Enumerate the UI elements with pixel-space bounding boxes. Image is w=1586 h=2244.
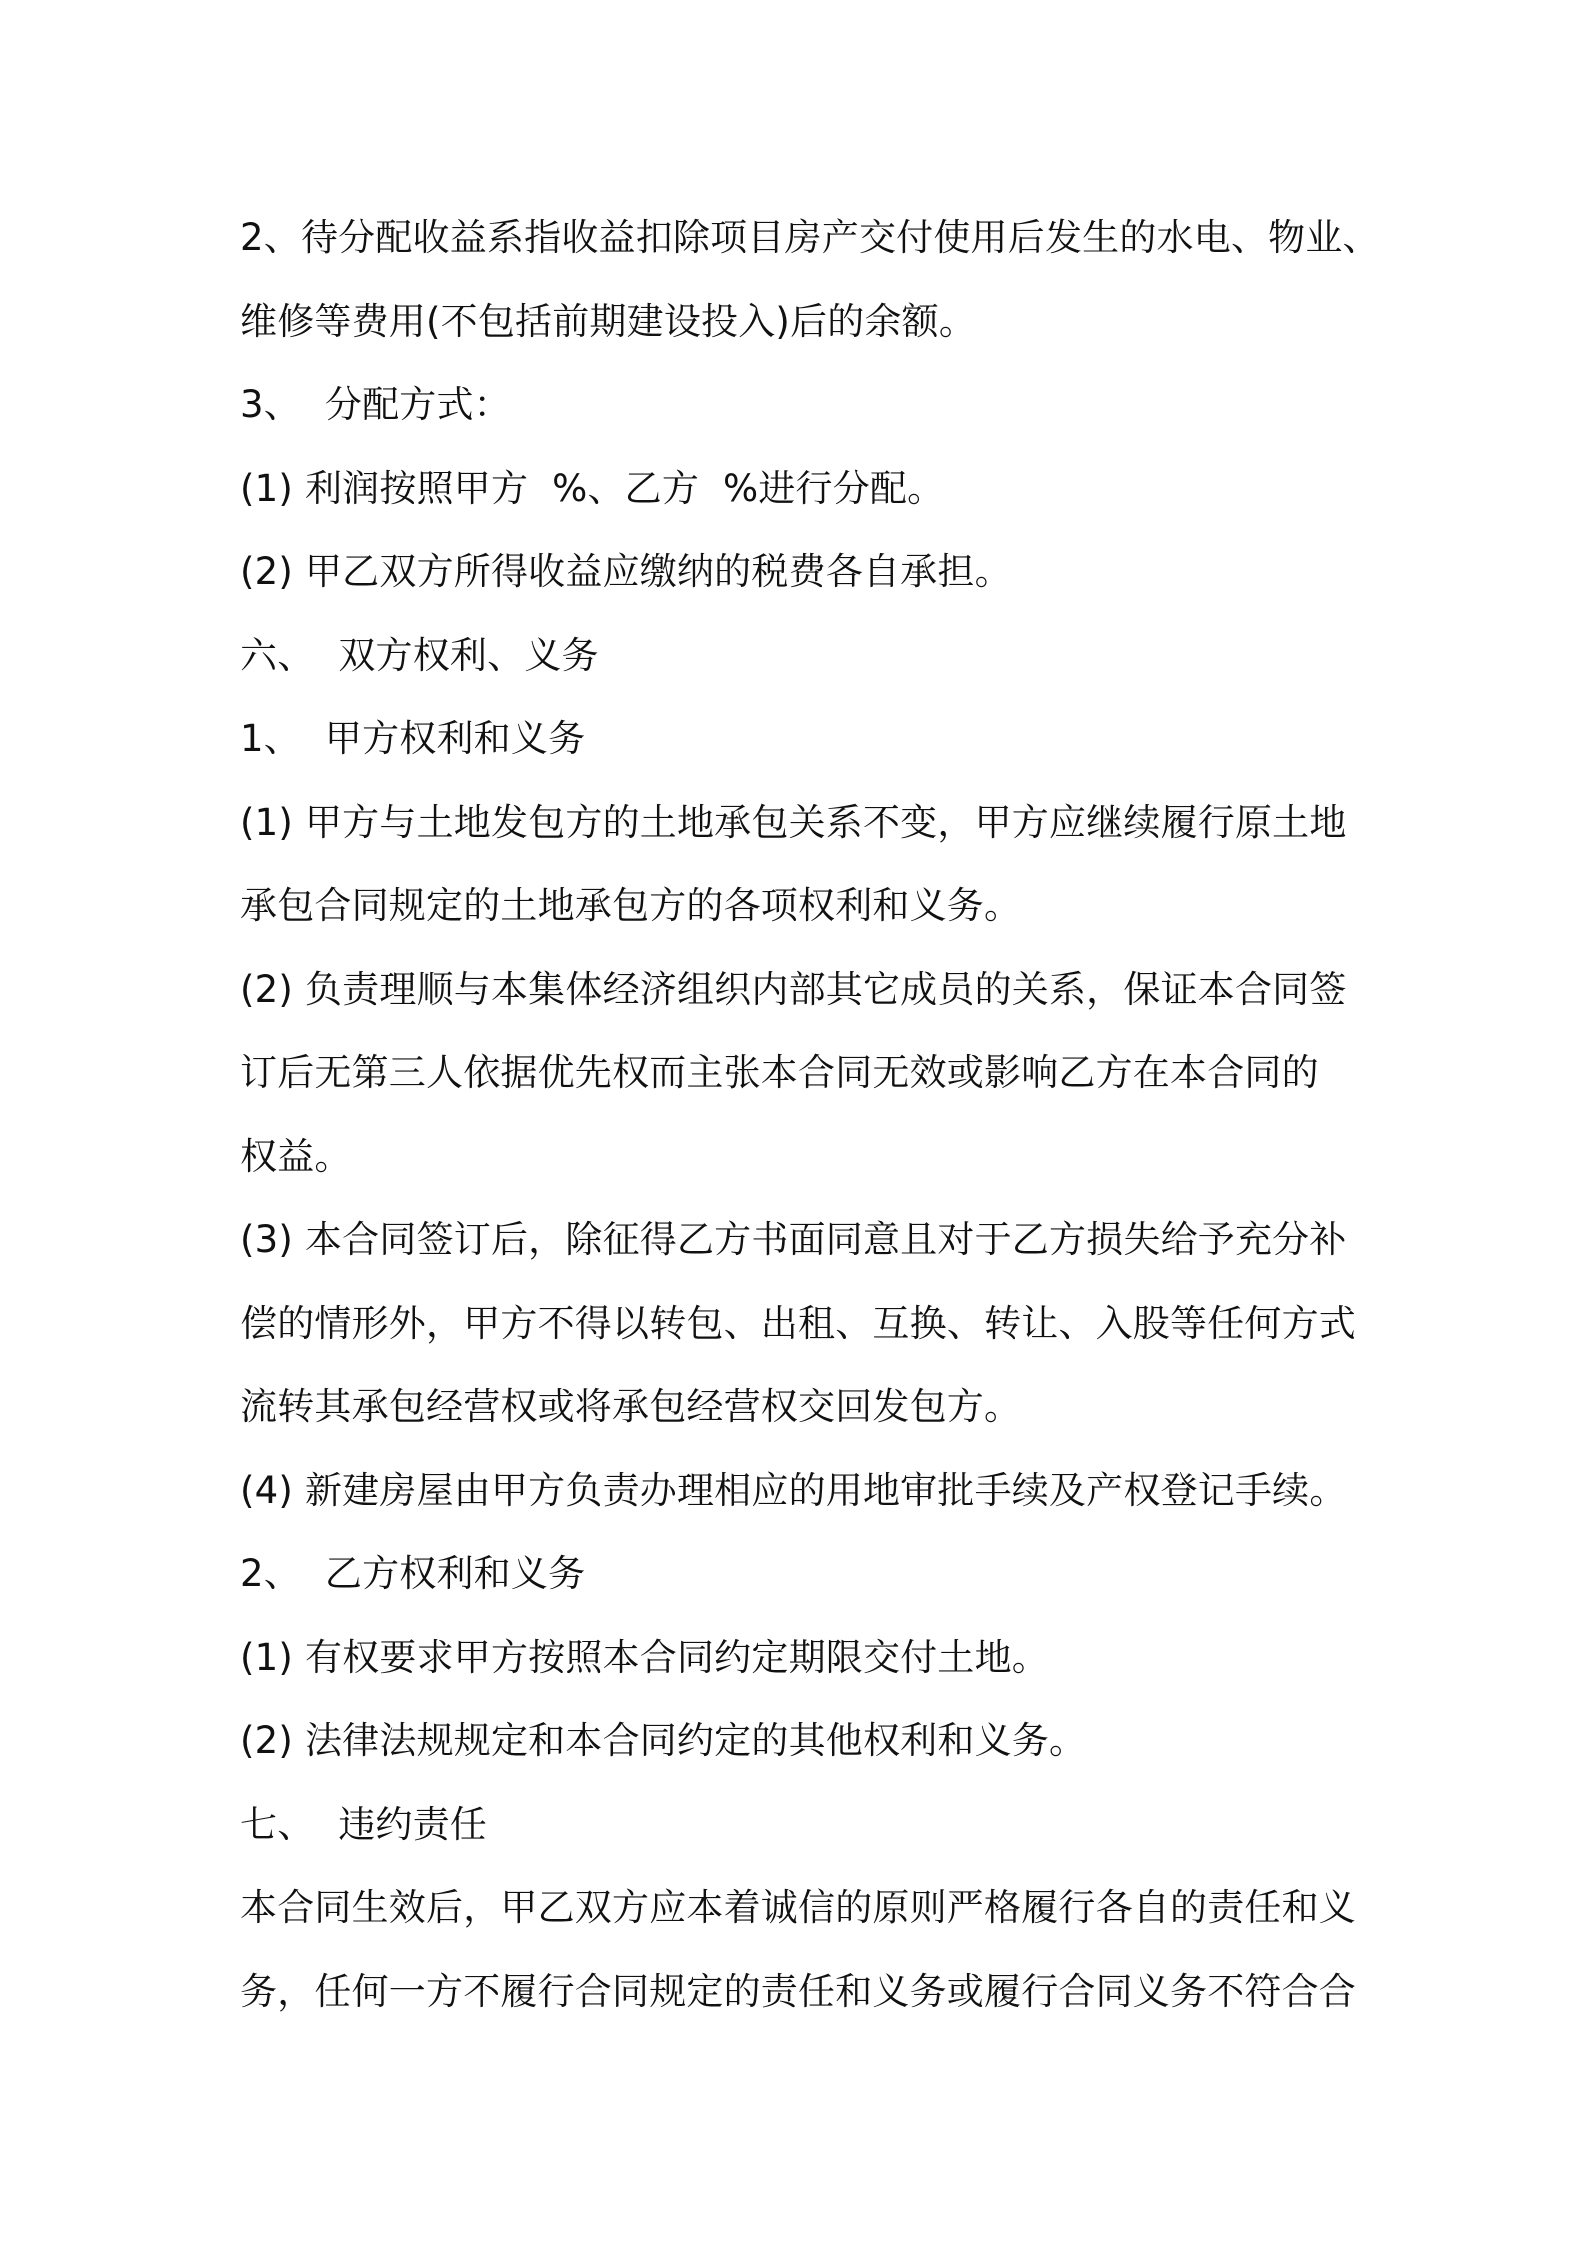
- text-line-2: 维修等费用(不包括前期建设投入)后的余额。: [240, 299, 977, 343]
- text-line-11: 订后无第三人依据优先权而主张本合同无效或影响乙方在本合同的: [240, 1051, 1319, 1094]
- text-line-5: (2) 甲乙双方所得收益应缴纳的税费各自承担。: [240, 550, 1012, 593]
- section-heading-six: 六、 双方权利、义务: [240, 633, 599, 677]
- text-line-19: (2) 法律法规规定和本合同约定的其他权利和义务。: [240, 1719, 1087, 1762]
- document-page: [240, 196, 1380, 2033]
- subsection-heading-1: 1、 甲方权利和义务: [240, 717, 586, 760]
- text-line-12: 权益。: [240, 1134, 352, 1178]
- text-line-13: (3) 本合同签订后，除征得乙方书面同意且对于乙方损失给予充分补: [240, 1218, 1347, 1261]
- subsection-heading-2: 2、 乙方权利和义务: [240, 1552, 586, 1595]
- section-heading-3: 3、 分配方式：: [240, 383, 511, 426]
- text-line-10: (2) 负责理顺与本集体经济组织内部其它成员的关系，保证本合同签: [240, 967, 1347, 1011]
- section-heading-seven: 七、 违约责任: [240, 1802, 488, 1846]
- text-line-14: 偿的情形外，甲方不得以转包、出租、互换、转让、入股等任何方式: [240, 1301, 1356, 1345]
- text-line-1: 2、待分配收益系指收益扣除项目房产交付使用后发生的水电、物业、: [240, 216, 1380, 259]
- text-line-18: (1) 有权要求甲方按照本合同约定期限交付土地。: [240, 1635, 1049, 1679]
- text-line-4: (1) 利润按照甲方 %、乙方 %进行分配。: [240, 466, 945, 510]
- text-line-15: 流转其承包经营权或将承包经营权交回发包方。: [240, 1385, 1022, 1428]
- text-line-21: 本合同生效后，甲乙双方应本着诚信的原则严格履行各自的责任和义: [240, 1886, 1356, 1929]
- text-line-8: (1) 甲方与土地发包方的土地承包关系不变，甲方应继续履行原土地: [240, 800, 1347, 844]
- text-line-16: (4) 新建房屋由甲方负责办理相应的用地审批手续及产权登记手续。: [240, 1468, 1347, 1512]
- text-line-9: 承包合同规定的土地承包方的各项权利和义务。: [240, 884, 1022, 927]
- text-line-22: 务，任何一方不履行合同规定的责任和义务或履行合同义务不符合合: [240, 1969, 1356, 2013]
